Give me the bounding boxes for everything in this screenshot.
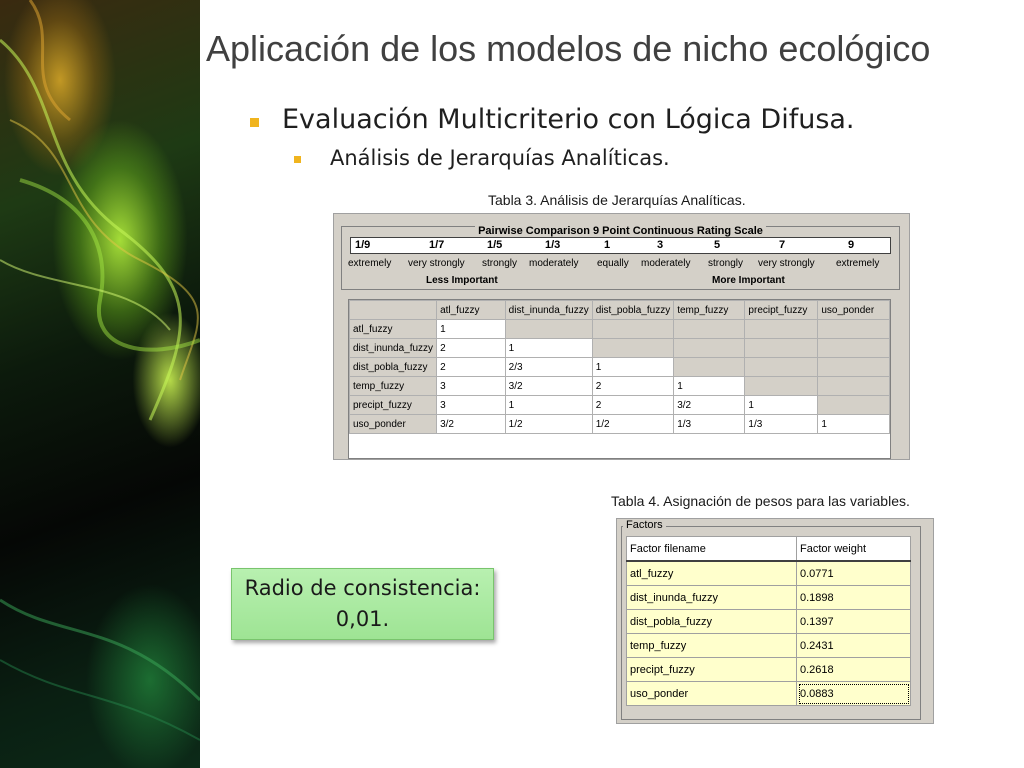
- table4-caption-number: Tabla 4.: [611, 493, 661, 509]
- matrix-cell: [818, 358, 890, 377]
- matrix-cell[interactable]: 1/3: [745, 415, 818, 434]
- scale-value: 1/9: [355, 239, 371, 251]
- bullet-level-2: [294, 146, 670, 170]
- matrix-row-header[interactable]: uso_ponder: [350, 415, 437, 434]
- matrix-column-header[interactable]: atl_fuzzy: [437, 301, 506, 320]
- bullet-2-text: Análisis de Jerarquías Analíticas.: [330, 146, 670, 170]
- matrix-cell: [745, 320, 818, 339]
- factor-weight-cell[interactable]: 0.1397: [797, 610, 911, 634]
- matrix-cell[interactable]: 2: [437, 358, 506, 377]
- matrix-cell: [592, 339, 674, 358]
- matrix-column-header[interactable]: dist_pobla_fuzzy: [592, 301, 674, 320]
- matrix-cell[interactable]: 1/3: [674, 415, 745, 434]
- consistency-ratio-value: 0,01.: [335, 607, 390, 631]
- matrix-cell: [505, 320, 592, 339]
- matrix-cell[interactable]: 1: [818, 415, 890, 434]
- scale-value: 1: [604, 239, 611, 251]
- matrix-cell[interactable]: 1: [745, 396, 818, 415]
- factor-filename-cell[interactable]: dist_pobla_fuzzy: [627, 610, 797, 634]
- table3-caption: [488, 192, 746, 208]
- factor-weight-cell[interactable]: 0.2618: [797, 658, 911, 682]
- matrix-cell[interactable]: 3: [437, 377, 506, 396]
- more-important-label: More Important: [712, 275, 785, 286]
- factor-filename-header[interactable]: Factor filename: [627, 537, 797, 562]
- matrix-cell: [818, 396, 890, 415]
- matrix-cell[interactable]: 2/3: [505, 358, 592, 377]
- factor-row[interactable]: [627, 561, 911, 586]
- matrix-row: [350, 339, 890, 358]
- factor-filename-cell[interactable]: temp_fuzzy: [627, 634, 797, 658]
- matrix-row: [350, 358, 890, 377]
- scale-label: equally: [597, 258, 629, 269]
- scale-label: strongly: [708, 258, 744, 269]
- matrix-cell[interactable]: 1: [674, 377, 745, 396]
- matrix-row-header[interactable]: atl_fuzzy: [350, 320, 437, 339]
- scale-label: moderately: [529, 258, 579, 269]
- bullet-1-text: Evaluación Multicriterio con Lógica Difusa.: [282, 104, 855, 135]
- scale-value: 7: [779, 239, 786, 251]
- pairwise-matrix: [348, 299, 891, 459]
- matrix-cell: [818, 339, 890, 358]
- matrix-cell: [674, 358, 745, 377]
- matrix-row-header[interactable]: precipt_fuzzy: [350, 396, 437, 415]
- matrix-cell[interactable]: 1/2: [592, 415, 674, 434]
- matrix-cell[interactable]: 1: [437, 320, 506, 339]
- table3-caption-text: Análisis de Jerarquías Analíticas.: [537, 192, 746, 208]
- matrix-cell: [745, 377, 818, 396]
- factor-row[interactable]: [627, 658, 911, 682]
- scale-label: extremely: [836, 258, 880, 269]
- matrix-corner: [350, 301, 437, 320]
- scale-label: very strongly: [758, 258, 815, 269]
- matrix-cell[interactable]: 2: [592, 377, 674, 396]
- table4-caption-text: Asignación de pesos para las variables.: [660, 493, 910, 509]
- slide-title: Aplicación de los modelos de nicho ecológico: [206, 28, 931, 69]
- decorative-sidebar-image: [0, 0, 200, 768]
- factor-filename-cell[interactable]: uso_ponder: [627, 682, 797, 706]
- scale-value: 9: [848, 239, 855, 251]
- scale-value: 1/7: [429, 239, 445, 251]
- scale-label: moderately: [641, 258, 691, 269]
- matrix-cell[interactable]: 1: [505, 396, 592, 415]
- consistency-ratio-label: Radio de consistencia:: [244, 576, 481, 600]
- factor-weight-header[interactable]: Factor weight: [797, 537, 911, 562]
- matrix-cell: [745, 339, 818, 358]
- light-streaks-graphic: [0, 0, 200, 768]
- table3-caption-number: Tabla 3.: [488, 192, 538, 208]
- matrix-cell: [674, 339, 745, 358]
- matrix-column-header[interactable]: temp_fuzzy: [674, 301, 745, 320]
- scale-value: 3: [657, 239, 664, 251]
- bullet-square-icon: [294, 156, 301, 163]
- bullet-level-1: [250, 104, 855, 135]
- rating-scale-title: Pairwise Comparison 9 Point Continuous Rating Scale: [475, 225, 766, 237]
- rating-scale-bar[interactable]: [350, 237, 891, 254]
- scale-value: 1/5: [487, 239, 503, 251]
- table4-caption: [611, 493, 910, 509]
- matrix-column-header[interactable]: precipt_fuzzy: [745, 301, 818, 320]
- matrix-cell[interactable]: 3: [437, 396, 506, 415]
- rating-scale-group: [341, 226, 900, 290]
- matrix-row-header[interactable]: temp_fuzzy: [350, 377, 437, 396]
- matrix-row: [350, 396, 890, 415]
- matrix-cell: [674, 320, 745, 339]
- matrix-row: [350, 377, 890, 396]
- matrix-column-header[interactable]: uso_ponder: [818, 301, 890, 320]
- factor-weight-cell[interactable]: 0.2431: [797, 634, 911, 658]
- factor-row[interactable]: [627, 610, 911, 634]
- matrix-cell[interactable]: 1/2: [505, 415, 592, 434]
- factor-weight-cell[interactable]: 0.0771: [797, 561, 911, 586]
- matrix-cell: [745, 358, 818, 377]
- factor-weights-table: [626, 536, 911, 706]
- pairwise-matrix-table: [349, 300, 890, 434]
- matrix-column-header[interactable]: dist_inunda_fuzzy: [505, 301, 592, 320]
- matrix-row-header[interactable]: dist_inunda_fuzzy: [350, 339, 437, 358]
- factor-row[interactable]: [627, 682, 911, 706]
- matrix-cell[interactable]: 3/2: [674, 396, 745, 415]
- matrix-cell[interactable]: 3/2: [437, 415, 506, 434]
- factor-weight-cell[interactable]: 0.0883: [797, 682, 911, 706]
- matrix-cell: [818, 377, 890, 396]
- factor-filename-cell[interactable]: atl_fuzzy: [627, 561, 797, 586]
- matrix-row-header[interactable]: dist_pobla_fuzzy: [350, 358, 437, 377]
- less-important-label: Less Important: [426, 275, 498, 286]
- matrix-cell[interactable]: 2: [592, 396, 674, 415]
- factor-row[interactable]: [627, 586, 911, 610]
- matrix-cell[interactable]: 1: [592, 358, 674, 377]
- bullet-square-icon: [250, 118, 259, 127]
- matrix-row: [350, 320, 890, 339]
- factors-group-label: Factors: [623, 519, 666, 531]
- matrix-cell[interactable]: 3/2: [505, 377, 592, 396]
- scale-value: 5: [714, 239, 721, 251]
- factor-filename-cell[interactable]: precipt_fuzzy: [627, 658, 797, 682]
- matrix-cell[interactable]: 2: [437, 339, 506, 358]
- matrix-cell: [592, 320, 674, 339]
- ahp-comparison-panel: [333, 213, 910, 460]
- factor-row[interactable]: [627, 634, 911, 658]
- consistency-ratio-box: [231, 568, 494, 640]
- factor-filename-cell[interactable]: dist_inunda_fuzzy: [627, 586, 797, 610]
- scale-label: strongly: [482, 258, 518, 269]
- matrix-cell: [818, 320, 890, 339]
- matrix-row: [350, 415, 890, 434]
- factor-weight-cell[interactable]: 0.1898: [797, 586, 911, 610]
- scale-value: 1/3: [545, 239, 561, 251]
- matrix-cell[interactable]: 1: [505, 339, 592, 358]
- scale-label: very strongly: [408, 258, 465, 269]
- factors-panel: [616, 518, 934, 724]
- scale-label: extremely: [348, 258, 392, 269]
